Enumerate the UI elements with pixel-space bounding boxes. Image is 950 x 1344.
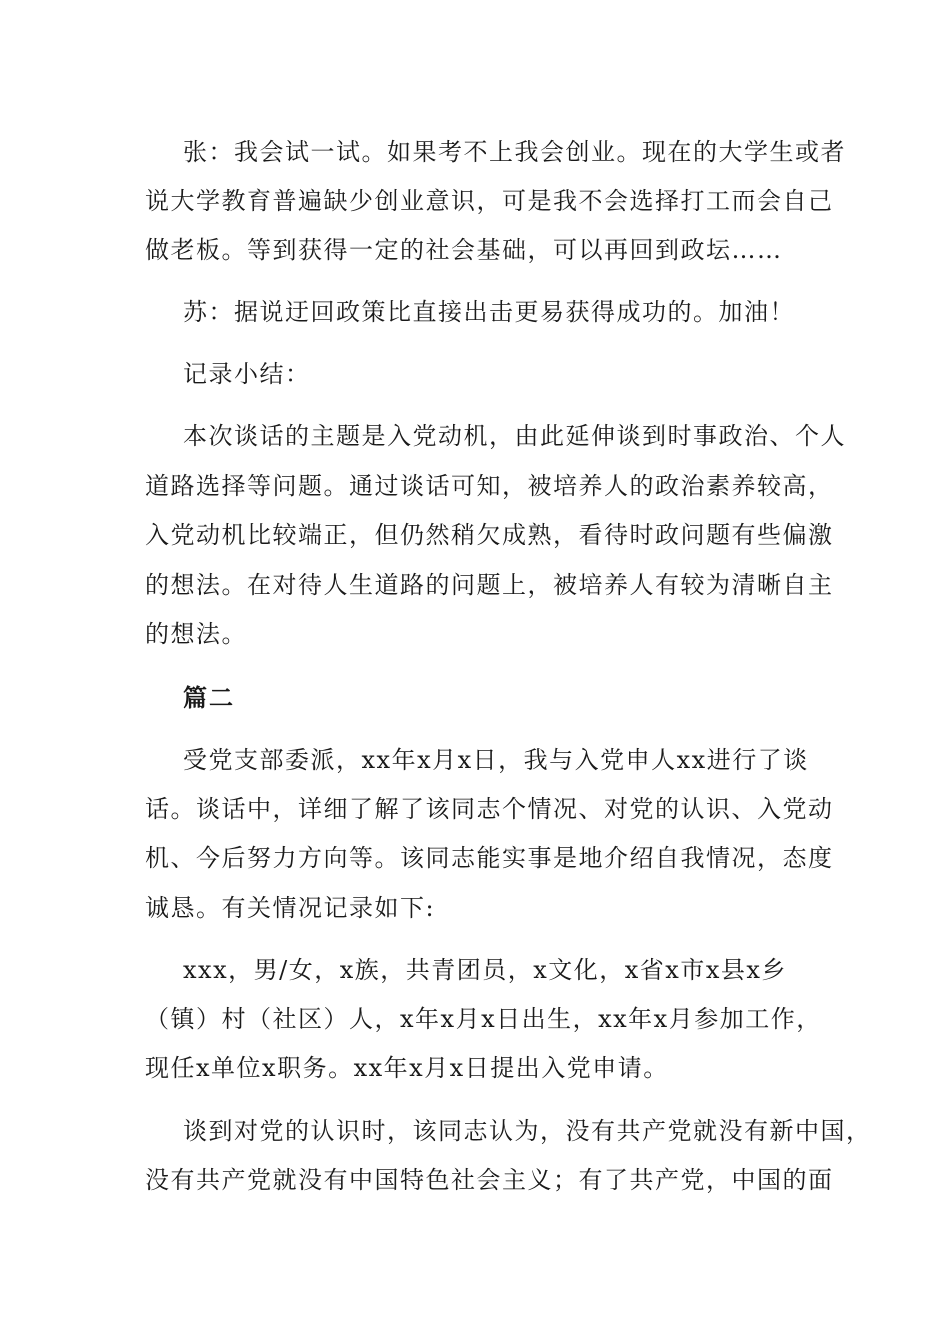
- profile-line-1: xxx，男/女，x族，共青团员，x文化，x省x市x县x乡: [183, 956, 787, 984]
- summary-heading: 记录小结：: [183, 360, 311, 388]
- dialogue-su-line: 苏：据说迂回政策比直接出击更易获得成功的。加油！: [183, 298, 795, 326]
- intro-line-1: 受党支部委派，xx年x月x日，我与入党申人xx进行了谈: [183, 746, 809, 774]
- summary-line-1: 本次谈话的主题是入党动机，由此延伸谈到时事政治、个人: [183, 422, 846, 450]
- party-view-line-1: 谈到对党的认识时，该同志认为，没有共产党就没有新中国，: [183, 1117, 872, 1145]
- summary-line-4: 的想法。在对待人生道路的问题上，被培养人有较为清晰自主: [145, 571, 834, 599]
- section-two-title: 篇二: [183, 684, 235, 712]
- intro-line-3: 机、今后努力方向等。该同志能实事是地介绍自我情况，态度: [145, 844, 834, 872]
- profile-line-3: 现任x单位x职务。xx年x月x日提出入党申请。: [145, 1054, 669, 1082]
- intro-line-2: 话。谈话中，详细了解了该同志个情况、对党的认识、入党动: [145, 795, 834, 823]
- dialogue-zhang-line-2: 说大学教育普遍缺少创业意识，可是我不会选择打工而会自己: [145, 187, 834, 215]
- intro-line-4: 诚恳。有关情况记录如下:: [145, 894, 436, 922]
- summary-line-3: 入党动机比较端正，但仍然稍欠成熟，看待时政问题有些偏激: [145, 521, 834, 549]
- summary-line-2: 道路选择等问题。通过谈话可知，被培养人的政治素养较高，: [145, 472, 834, 500]
- profile-line-2: （镇）村（社区）人，x年x月x日出生，xx年x月参加工作，: [145, 1005, 822, 1033]
- summary-line-5: 的想法。: [145, 620, 247, 648]
- party-view-line-2: 没有共产党就没有中国特色社会主义；有了共产党，中国的面: [145, 1166, 834, 1194]
- dialogue-zhang-line-3: 做老板。等到获得一定的社会基础，可以再回到政坛……: [145, 236, 783, 264]
- dialogue-zhang-line-1: 张：我会试一试。如果考不上我会创业。现在的大学生或者: [183, 138, 846, 166]
